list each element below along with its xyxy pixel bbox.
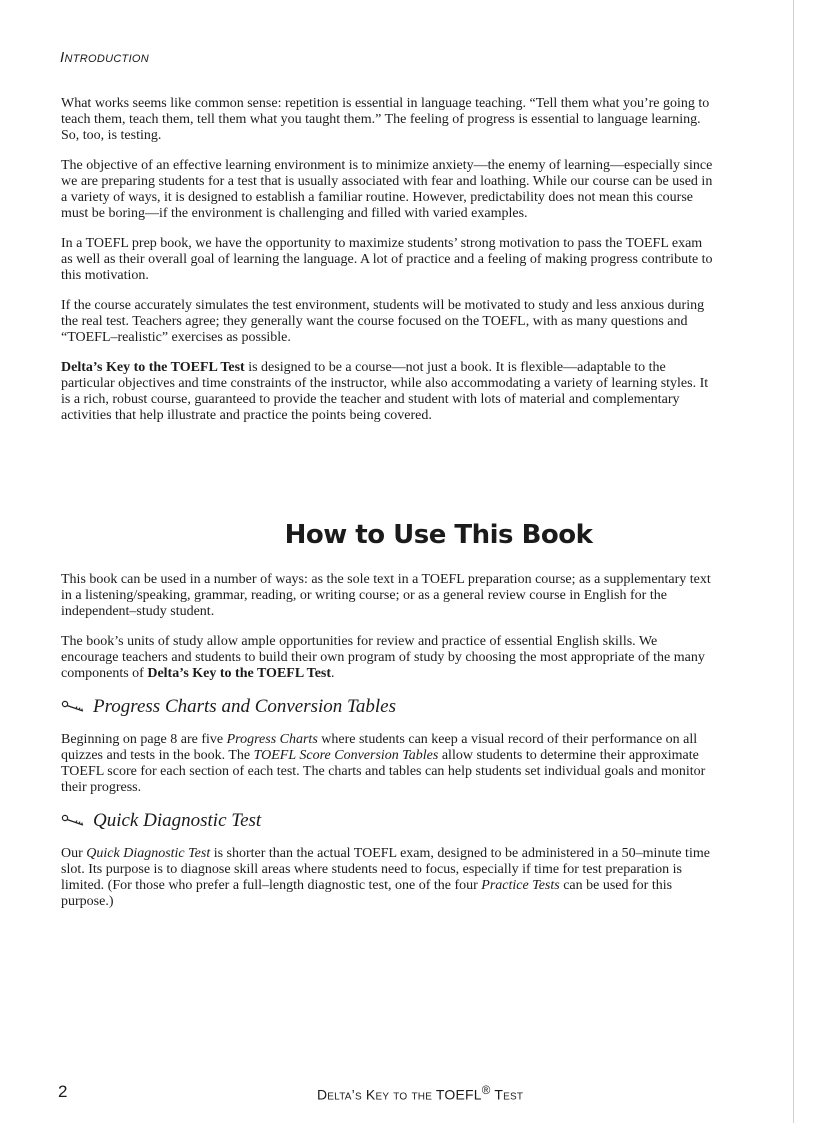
key-icon	[61, 814, 89, 828]
progress-text-a: Beginning on page 8 are five	[61, 732, 227, 747]
how-to-use-paragraph-1: This book can be used in a number of ways: as the sole text in a TOEFL preparation course; as a supplementary text in a listening/speaking, grammar, reading, or writing course; or as a general review course in English for the independent–study student.	[61, 572, 711, 619]
running-footer	[317, 1084, 523, 1103]
running-title: Delta’s Key to the TOEFL	[317, 1086, 482, 1103]
diagnostic-test-title: Quick Diagnostic Test	[93, 810, 262, 831]
conversion-tables-term: TOEFL Score Conversion Tables	[253, 748, 439, 763]
how-to-use-paragraph-2	[61, 634, 716, 682]
progress-charts-subhead	[61, 696, 716, 718]
section-label: Introduction	[60, 49, 150, 66]
progress-charts-title: Progress Charts and Conversion Tables	[93, 696, 396, 717]
diagnostic-test-term: Quick Diagnostic Test	[86, 846, 211, 861]
intro-paragraph-4: If the course accurately simulates the test environment, students will be motivated to study and less anxious during the real test. Teachers agree; they generally want the course focused on the TOEFL, with as many questions and “TOEFL–realistic” exercises as possible.	[61, 298, 705, 345]
book-title: Delta’s Key to the TOEFL Test	[61, 360, 245, 375]
intro-paragraph-1: What works seems like common sense: repetition is essential in language teaching. “Tell them what you’re going to teach them, teach them, tell them what you taught them.” The feeling of progress is essential to language learning. So, too, is testing.	[61, 96, 710, 143]
how-to-use-paragraph-2-end: .	[331, 666, 335, 681]
progress-charts-term: Progress Charts	[226, 732, 318, 747]
how-to-use-paragraph-2-text: The book’s units of study allow ample opportunities for review and practice of essential English skills. We encourage teachers and students to build their own program of study by choosing the most appropriate of the many components of	[61, 634, 705, 681]
intro-paragraph-2: The objective of an effective learning environment is to minimize anxiety—the enemy of learning—especially since we are preparing students for a test that is usually associated with fear and loathing. While our course can be used in a variety of ways, it is designed to establish a familiar routine. However, predictability does not mean this course must be boring—if the environment is challenging and filled with varied examples.	[61, 158, 713, 221]
diagnostic-text-c: can be used for this purpose.)	[61, 878, 673, 909]
running-title-end: Test	[490, 1086, 524, 1103]
page-footer	[0, 1082, 794, 1102]
key-icon	[61, 700, 89, 714]
intro-paragraph-5	[61, 360, 716, 424]
book-title: Delta’s Key to the TOEFL Test	[147, 666, 332, 681]
page-content	[61, 96, 716, 910]
progress-charts-paragraph	[61, 732, 716, 796]
diagnostic-text-b: is shorter than the actual TOEFL exam, designed to be administered in a 50–minute time slot. Its purpose is to diagnose skill areas where students need to focus, especially if time for test preparation is limited. (For those who prefer a full–length diagnostic test, one of the four	[61, 846, 710, 893]
how-to-use-heading: How to Use This Book	[284, 520, 593, 550]
diagnostic-test-paragraph	[61, 846, 716, 910]
scan-edge-line	[793, 0, 794, 1123]
practice-tests-term: Practice Tests	[481, 878, 560, 893]
diagnostic-test-subhead	[61, 810, 716, 832]
intro-paragraph-5-text: is designed to be a course—not just a book. It is flexible—adaptable to the particular objectives and time constraints of the instructor, while also accommodating a variety of learning styles. It is a rich, robust course, guaranteed to provide the teacher and student with lots of material and complementary activities that help illustrate and practice the points being covered.	[61, 360, 709, 423]
intro-paragraph-3: In a TOEFL prep book, we have the opportunity to maximize students’ strong motivation to pass the TOEFL exam as well as their overall goal of learning the language. A lot of practice and a feeling of making progress contribute to this motivation.	[61, 236, 713, 283]
page-number: 2	[58, 1082, 68, 1101]
diagnostic-text-a: Our	[61, 846, 87, 861]
registered-mark: ®	[481, 1084, 491, 1097]
progress-text-b: where students can keep a visual record of their performance on all quizzes and tests in the book. The	[61, 732, 698, 763]
progress-text-c: allow students to determine their approximate TOEFL score for each section of each test. The charts and tables can help students set individual goals and monitor their progress.	[61, 748, 706, 795]
